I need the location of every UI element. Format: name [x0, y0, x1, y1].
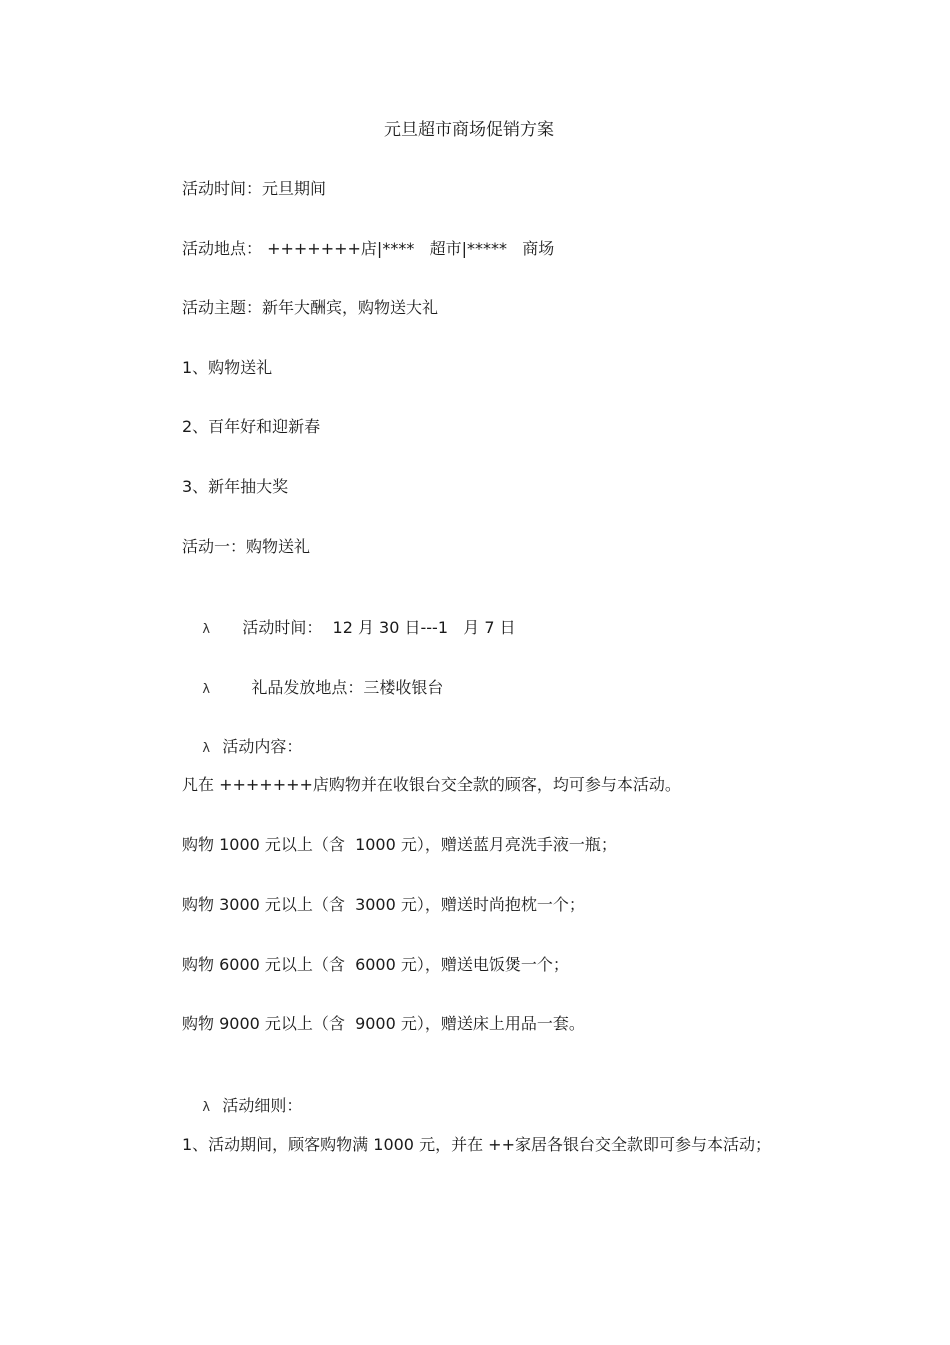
document-title: 元旦超市商场促销方案	[384, 120, 554, 140]
content-intro: 凡在 +++++++店购物并在收银台交全款的顾客，均可参与本活动。	[182, 775, 681, 794]
bullet-text: 活动时间： 12 月 30 日---1 月 7 日	[242, 618, 516, 637]
lambda-bullet-icon: λ	[202, 1100, 211, 1115]
list-item: 3、新年抽大奖	[182, 477, 289, 496]
gift-tier: 购物 1000 元以上（含 1000 元），赠送蓝月亮洗手液一瓶；	[182, 835, 617, 854]
activity-one-heading: 活动一：购物送礼	[182, 537, 311, 556]
lambda-bullet-icon: λ	[202, 682, 211, 697]
list-item: 1、购物送礼	[182, 358, 273, 377]
gift-tier: 购物 6000 元以上（含 6000 元），赠送电饭煲一个；	[182, 955, 569, 974]
lambda-bullet-icon: λ	[202, 622, 211, 637]
activity-time: 活动时间：元旦期间	[182, 179, 327, 198]
bullet-item	[182, 595, 516, 663]
gift-tier: 购物 9000 元以上（含 9000 元），赠送床上用品一套。	[182, 1014, 585, 1033]
bullet-text: 活动内容：	[222, 737, 303, 756]
rule-paragraph: 1、活动期间，顾客购物满 1000 元，并在 ++家居各银台交全款即可参与本活动；	[182, 1135, 771, 1154]
rules-heading: 活动细则：	[222, 1096, 303, 1115]
list-item: 2、百年好和迎新春	[182, 417, 321, 436]
bullet-item	[182, 655, 443, 723]
activity-place: 活动地点： +++++++店|**** 超市|***** 商场	[182, 239, 555, 258]
bullet-text: 礼品发放地点：三楼收银台	[251, 678, 444, 697]
activity-theme: 活动主题：新年大酬宾，购物送大礼	[182, 298, 439, 317]
lambda-bullet-icon: λ	[202, 741, 211, 756]
bullet-item	[182, 714, 302, 782]
gift-tier: 购物 3000 元以上（含 3000 元），赠送时尚抱枕一个；	[182, 895, 585, 914]
